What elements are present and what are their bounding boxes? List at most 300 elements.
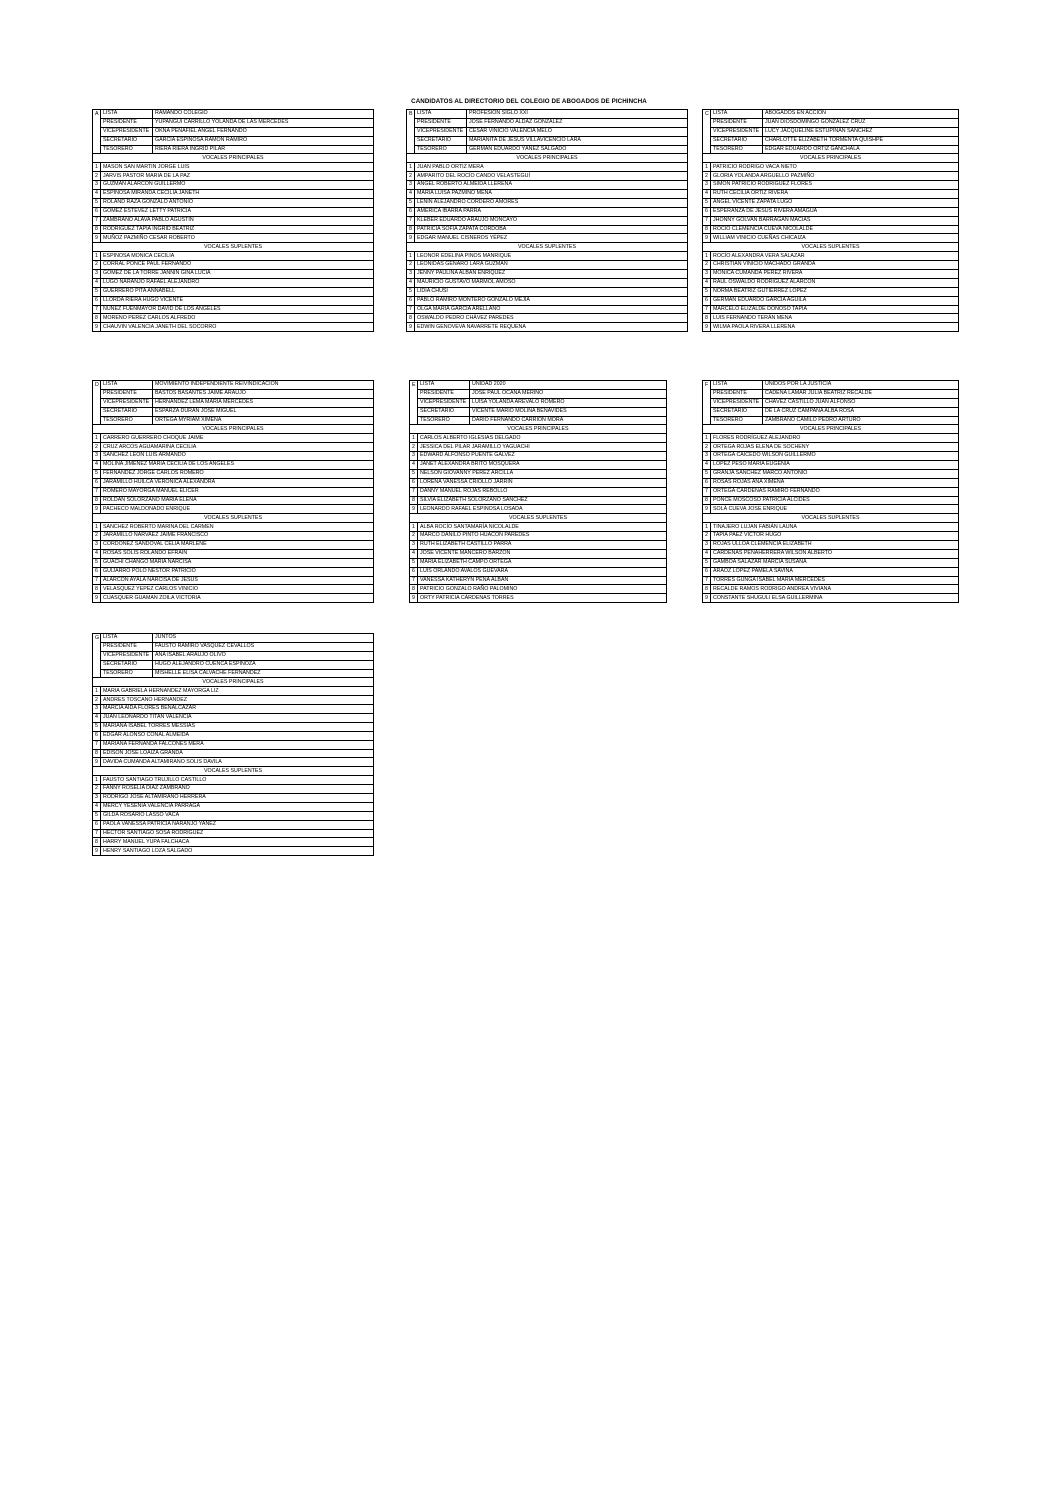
candidate-name: ROCÍO ALEXANDRA VERA SALAZAR (711, 252, 959, 261)
principales-row (703, 216, 959, 225)
row-number: 5 (703, 558, 711, 567)
candidate-name: MARCELO ELIZALDE DONOSO TAPIA (711, 305, 959, 314)
row-number: 9 (410, 505, 418, 514)
principales-row (410, 434, 667, 443)
officer-row (410, 398, 667, 407)
officer-role: TESORERO (101, 145, 153, 154)
principales-row (93, 443, 374, 452)
row-number: 5 (703, 287, 711, 296)
principales-row (703, 434, 959, 443)
suplentes-row (93, 811, 374, 820)
suplentes-row (93, 847, 374, 856)
letter-cell (410, 416, 418, 425)
principales-row (93, 758, 374, 767)
suplentes-row (410, 549, 667, 558)
candidate-name: JARAMILLO HUILCA VERONICA ALEXANDRA (101, 478, 374, 487)
officer-name: OKNA PEÑAFIEL ANGEL FERNANDO (153, 127, 374, 136)
candidate-name: NUÑEZ FUENMAYOR DAVID DE LOS ANGELES (101, 305, 374, 314)
principales-row (410, 496, 667, 505)
principales-row (407, 181, 688, 190)
row-number: 5 (703, 198, 711, 207)
candidate-list-d (92, 380, 374, 603)
officer-role: SECRETARIO (101, 407, 153, 416)
principales-row (93, 190, 374, 199)
row-number: 3 (93, 181, 101, 190)
officer-role: TESORERO (101, 669, 153, 678)
suplentes-row (410, 594, 667, 603)
row-number: 5 (93, 198, 101, 207)
row-number: 4 (703, 461, 711, 470)
suplentes-label: VOCALES SUPLENTES (703, 514, 959, 523)
candidate-name: ARAOZ LÓPEZ PAMELA SAVINA (711, 567, 959, 576)
letter-cell (703, 118, 711, 127)
candidate-name: RUTH ELIZABETH CASTILLO PARRA (418, 541, 667, 550)
row-number: 9 (410, 594, 418, 603)
candidate-name: MASON SAN MARTIN JORGE LUIS (101, 163, 374, 172)
officer-name: YUPANGUI CARRILLO YOLANDA DE LAS MERCEDES (153, 118, 374, 127)
candidate-name: ORTY PATRICIA CÁRDENAS TORRES (418, 594, 667, 603)
suplentes-row (93, 576, 374, 585)
officer-name: VICENTE MARIO MOLINA BENAVIDES (470, 407, 667, 416)
row-number: 7 (410, 576, 418, 585)
candidate-name: AMPARITO DEL ROCÍO CANDO VELASTEGUÍ (415, 172, 688, 181)
officer-row (93, 136, 374, 145)
row-number: 7 (93, 216, 101, 225)
letter-cell (93, 660, 101, 669)
candidate-name: KLÉBER EDUARDO ARAUJO MONCAYO (415, 216, 688, 225)
row-number: 1 (93, 687, 101, 696)
row-number: 6 (407, 207, 415, 216)
suplentes-row (93, 820, 374, 829)
row-number: 8 (407, 225, 415, 234)
principales-row (703, 478, 959, 487)
letter-cell (93, 127, 101, 136)
officer-row (93, 407, 374, 416)
candidate-name: NORMA BEATRIZ GUTIÉRREZ LÓPEZ (711, 287, 959, 296)
suplentes-label: VOCALES SUPLENTES (93, 514, 374, 523)
officer-row (93, 416, 374, 425)
candidate-name: VANESSA KATHERYN PEÑA ALBÁN (418, 576, 667, 585)
principales-row (407, 190, 688, 199)
candidate-name: MOLINA JIMENEZ MARIA CECILIA DE LOS ANGELES (101, 461, 374, 470)
candidate-name: ÁNGEL ROBERTO ALMEIDA LLERENA (415, 181, 688, 190)
row-number: 4 (93, 461, 101, 470)
row-number: 7 (703, 487, 711, 496)
principales-label: VOCALES PRINCIPALES (703, 425, 959, 434)
candidate-name: CONSTANTE SHUGULI ELSA GUILLERMINA (711, 594, 959, 603)
row-number: 8 (410, 585, 418, 594)
officer-row (407, 110, 688, 119)
row-number: 8 (93, 585, 101, 594)
candidate-name: CÁRDENAS PEÑAHERRERA WILSON ALBERTO (711, 549, 959, 558)
letter-cell (93, 416, 101, 425)
candidate-name: ESPERANZA DE JESÚS RIVERA AMAGUA (711, 207, 959, 216)
candidate-name: CHRISTIAN VINICIO MACHADO GRANDA (711, 261, 959, 270)
officer-row (93, 634, 374, 643)
suplentes-row (93, 802, 374, 811)
officer-row (93, 127, 374, 136)
candidate-name: RAUL OSWALDO RODRIGUEZ ALARCÓN (711, 278, 959, 287)
row-number: 6 (93, 478, 101, 487)
suplentes-row (410, 558, 667, 567)
officer-row (703, 416, 959, 425)
list-letter: F (703, 381, 711, 390)
suplentes-row (93, 558, 374, 567)
suplentes-row (93, 532, 374, 541)
row-number: 9 (93, 758, 101, 767)
candidate-name: CHAUVIN VALENCIA JANETH DEL SOCORRO (101, 323, 374, 332)
suplentes-row (407, 270, 688, 279)
officer-row (93, 110, 374, 119)
candidate-name: GUACHI CHANGO MARIA NARCISA (101, 558, 374, 567)
suplentes-row (93, 594, 374, 603)
officer-row (410, 381, 667, 390)
candidate-name: LENIN ALEJANDRO CORDERO AMORES (415, 198, 688, 207)
officer-role: SECRETARIO (101, 136, 153, 145)
candidate-list-b (406, 109, 688, 332)
candidate-name: JANET ALEXANDRA BRITO MOSQUERA (418, 461, 667, 470)
principales-row (410, 505, 667, 514)
candidate-list-g (92, 633, 374, 856)
row-number: 2 (407, 261, 415, 270)
officer-role: LISTA (101, 634, 153, 643)
row-number: 3 (703, 270, 711, 279)
principales-row (703, 469, 959, 478)
letter-cell (703, 145, 711, 154)
letter-cell (703, 416, 711, 425)
letter-cell (703, 127, 711, 136)
row-number: 1 (703, 523, 711, 532)
row-number: 7 (703, 576, 711, 585)
principales-row (93, 461, 374, 470)
officer-role: TESORERO (415, 145, 467, 154)
row-number: 9 (93, 505, 101, 514)
officer-row (93, 398, 374, 407)
candidate-name: ORTEGA ROJAS ELENA DE SOCHENY (711, 443, 959, 452)
candidate-name: ROLDAN SOLORZANO MARIA ELENA (101, 496, 374, 505)
row-number: 1 (410, 434, 418, 443)
candidate-name: MERCY YESENIA VALENCIA PARRAGA (101, 802, 374, 811)
officer-row (410, 416, 667, 425)
candidate-name: GUZMAN ALARCON GUILLERMO (101, 181, 374, 190)
officer-name: BASTOS BASANTES JAIME ARAUJO (153, 389, 374, 398)
row-number: 5 (93, 722, 101, 731)
row-number: 9 (93, 594, 101, 603)
principales-row (703, 496, 959, 505)
row-number: 6 (703, 296, 711, 305)
principales-row (410, 452, 667, 461)
row-number: 2 (410, 532, 418, 541)
officer-name: ANA ISABEL ARAUJO OLIVO (153, 651, 374, 660)
principales-row (93, 225, 374, 234)
suplentes-row (407, 323, 688, 332)
suplentes-row (410, 585, 667, 594)
letter-cell (93, 136, 101, 145)
row-number: 7 (93, 305, 101, 314)
list-letter: D (93, 381, 101, 390)
suplentes-row (407, 261, 688, 270)
officer-role: LISTA (415, 110, 467, 119)
row-number: 7 (410, 487, 418, 496)
principales-row (93, 740, 374, 749)
principales-row (410, 469, 667, 478)
candidate-name: DAVIDA CUMANDA ALTAMIRANO SOLIS DAVILA (101, 758, 374, 767)
suplentes-row (703, 270, 959, 279)
officer-row (703, 389, 959, 398)
candidate-name: HECTOR SANTIAGO SOSA RODRIGUEZ (101, 829, 374, 838)
officer-role: PRESIDENTE (711, 389, 763, 398)
candidate-name: MÓNICA CUMANDÁ PÉREZ RIVERA (711, 270, 959, 279)
candidate-name: PONCE MOSCOSO PATRICIA ALCIDES (711, 496, 959, 505)
row-number: 2 (703, 443, 711, 452)
principales-label: VOCALES PRINCIPALES (93, 154, 374, 163)
officer-row (407, 145, 688, 154)
letter-cell (93, 118, 101, 127)
officer-name: JUNTOS (153, 634, 374, 643)
officer-row (703, 127, 959, 136)
officer-role: LISTA (711, 110, 763, 119)
suplentes-row (93, 287, 374, 296)
principales-row (407, 234, 688, 243)
officer-row (407, 136, 688, 145)
candidate-name: VELASQUEZ YEPEZ CARLOS VINICIO (101, 585, 374, 594)
row-number: 7 (93, 576, 101, 585)
row-number: 9 (703, 234, 711, 243)
candidate-name: GRANJA SANCHEZ MARCO ANTONIO (711, 469, 959, 478)
letter-cell (407, 127, 415, 136)
principales-row (93, 207, 374, 216)
candidate-name: CORDONEZ SANDOVAL CELIA MARLENE (101, 541, 374, 550)
officer-role: PRESIDENTE (101, 389, 153, 398)
letter-cell (703, 389, 711, 398)
principales-row (93, 216, 374, 225)
officer-role: SECRETARIO (418, 407, 470, 416)
officer-row (703, 145, 959, 154)
officer-name: ZAMBRANO CAMILO PEDRO ARTURO (763, 416, 959, 425)
letter-cell (93, 407, 101, 416)
officer-role: TESORERO (418, 416, 470, 425)
candidate-name: GAMBOA SALAZAR MARCIA SUSANA (711, 558, 959, 567)
row-number: 7 (703, 305, 711, 314)
candidate-table (409, 380, 667, 603)
candidate-name: GUERRERO PITA ANNABELL (101, 287, 374, 296)
candidate-name: FERNANDEZ JORGE CARLOS ROMERO (101, 469, 374, 478)
row-number: 5 (410, 469, 418, 478)
candidate-table (92, 109, 374, 332)
principales-row (407, 216, 688, 225)
principales-header (93, 425, 374, 434)
candidate-name: CARRERO GUERRERO CHOQUE JAIME (101, 434, 374, 443)
officer-role: SECRETARIO (415, 136, 467, 145)
suplentes-row (703, 576, 959, 585)
candidate-name: RECALDE RAMOS RODRIGO ANDREA VIVIANA (711, 585, 959, 594)
row-number: 5 (703, 469, 711, 478)
candidate-name: EDWARD ALFONSO PUENTE GALVEZ (418, 452, 667, 461)
candidate-name: ANDRES TOSCANO HERNANDEZ (101, 696, 374, 705)
row-number: 4 (703, 549, 711, 558)
row-number: 2 (703, 172, 711, 181)
suplentes-row (703, 558, 959, 567)
letter-cell (407, 136, 415, 145)
candidate-name: EDWIN GENOVEVA NAVARRETE REQUENA (415, 323, 688, 332)
row-number: 7 (703, 216, 711, 225)
suplentes-row (93, 585, 374, 594)
letter-cell (407, 118, 415, 127)
candidate-name: LEONARDO RAFAEL ESPINOSA LOSADA (418, 505, 667, 514)
officer-name: ORTEGA MYRIAM XIMENA (153, 416, 374, 425)
row-number: 2 (93, 261, 101, 270)
officer-name: DE LA CRUZ CAMPAÑA ALBA ROSA (763, 407, 959, 416)
officer-role: VICEPRESIDENTE (415, 127, 467, 136)
list-letter: B (407, 110, 415, 119)
row-number: 2 (410, 443, 418, 452)
officer-role: VICEPRESIDENTE (418, 398, 470, 407)
candidate-name: LUGO NARANJO RAFAEL ALEJANDRO (101, 278, 374, 287)
principales-header (93, 678, 374, 687)
officer-role: LISTA (101, 381, 153, 390)
officer-name: LUCY JACQUELINE ESTUPIÑAN SÁNCHEZ (763, 127, 959, 136)
officer-role: PRESIDENTE (415, 118, 467, 127)
candidate-name: MARCIA AIDA FLORES BENALCAZAR (101, 705, 374, 714)
officer-name: CHARLOTTE ELIZABETH TORMENTA QUISHPE (763, 136, 959, 145)
candidate-name: MORENO PEREZ CARLOS ALFREDO (101, 314, 374, 323)
officer-row (93, 381, 374, 390)
candidate-name: OSWALDO PEDRO CHÁVEZ PAREDES (415, 314, 688, 323)
row-number: 4 (703, 278, 711, 287)
suplentes-header (703, 514, 959, 523)
candidate-name: LEONOR EDELINA PINOS MANRIQUE (415, 252, 688, 261)
candidate-name: JESSICA DEL PILAR JARAMILLO YAGUACHI (418, 443, 667, 452)
candidate-name: RODRIGUEZ TAPIA INGRID BEATRIZ (101, 225, 374, 234)
letter-cell (703, 398, 711, 407)
candidate-name: LUIS ORLANDO AVALOS GUEVARA (418, 567, 667, 576)
principales-row (93, 505, 374, 514)
candidate-name: LEONIDAS GENARO LARA GUZMÁN (415, 261, 688, 270)
officer-name: RAMANDO COLEGIO (153, 110, 374, 119)
principales-row (93, 722, 374, 731)
row-number: 9 (407, 323, 415, 332)
row-number: 1 (93, 434, 101, 443)
row-number: 1 (407, 163, 415, 172)
officer-role: LISTA (418, 381, 470, 390)
principales-header (703, 425, 959, 434)
candidate-name: LLORDA RIERA HUGO VICENTE (101, 296, 374, 305)
row-number: 3 (410, 452, 418, 461)
suplentes-header (93, 243, 374, 252)
row-number: 3 (93, 794, 101, 803)
row-number: 2 (703, 532, 711, 541)
principales-header (703, 154, 959, 163)
principales-row (407, 163, 688, 172)
row-number: 6 (407, 296, 415, 305)
row-number: 2 (93, 532, 101, 541)
suplentes-row (93, 296, 374, 305)
candidate-name: ESPINOSA MIRANDA CECILIA JANETH (101, 190, 374, 199)
principales-label: VOCALES PRINCIPALES (410, 425, 667, 434)
candidate-name: ROLAND RAZA GONZALO ANTONIO (101, 198, 374, 207)
row-number: 1 (703, 434, 711, 443)
officer-row (93, 651, 374, 660)
row-number: 4 (407, 190, 415, 199)
candidate-name: WILLIAM VINICIO CUEÑAS CHICAIZA (711, 234, 959, 243)
list-letter: E (410, 381, 418, 390)
candidate-table (702, 109, 959, 332)
candidate-name: JUAN PABLO ORTIZ MERA (415, 163, 688, 172)
principales-row (93, 469, 374, 478)
row-number: 6 (93, 207, 101, 216)
suplentes-label: VOCALES SUPLENTES (703, 243, 959, 252)
candidate-name: ROMERO MAYORGA MANUEL ELICER (101, 487, 374, 496)
candidate-name: TAPIA PAEZ VICTOR HUGO (711, 532, 959, 541)
candidate-table (92, 380, 374, 603)
suplentes-row (93, 323, 374, 332)
letter-cell (93, 145, 101, 154)
principales-row (407, 172, 688, 181)
candidate-list-e (409, 380, 667, 603)
officer-name: JOSE FERNANDO ALDAZ GONZALEZ (467, 118, 688, 127)
candidate-name: MARIANA ISABEL TORRES MESSIAS (101, 722, 374, 731)
principales-row (93, 731, 374, 740)
row-number: 9 (93, 847, 101, 856)
principales-row (703, 190, 959, 199)
candidate-list-a (92, 109, 374, 332)
candidate-name: NELSON GIOVANNY PEREZ ARCILLA (418, 469, 667, 478)
row-number: 2 (93, 696, 101, 705)
candidate-name: ROSAS SOLIS ROLANDO EFRAIN (101, 549, 374, 558)
row-number: 2 (407, 172, 415, 181)
principales-row (93, 496, 374, 505)
suplentes-row (410, 576, 667, 585)
officer-name: LUISA YOLANDA AREVALO ROMERO (470, 398, 667, 407)
row-number: 7 (407, 216, 415, 225)
suplentes-row (703, 549, 959, 558)
officer-name: JOSE PAUL OCAÑA MERINO (470, 389, 667, 398)
officer-row (703, 398, 959, 407)
principales-row (93, 234, 374, 243)
candidate-name: JARVIS PASTOR MARIA DE LA PAZ (101, 172, 374, 181)
row-number: 3 (93, 705, 101, 714)
officer-row (703, 136, 959, 145)
row-number: 8 (407, 314, 415, 323)
row-number: 7 (93, 740, 101, 749)
suplentes-label: VOCALES SUPLENTES (93, 243, 374, 252)
letter-cell (407, 145, 415, 154)
row-number: 4 (703, 190, 711, 199)
candidate-name: FANNY ROSELIA DIAZ ZAMBRANO (101, 785, 374, 794)
candidate-name: GLORIA YOLANDA ARGUELLO PAZMIÑO (711, 172, 959, 181)
candidate-name: LIDIA CHUSÍ (415, 287, 688, 296)
officer-role: VICEPRESIDENTE (711, 398, 763, 407)
suplentes-header (93, 514, 374, 523)
candidate-name: TINAJERO LUJAN FABIÁN LAUNA (711, 523, 959, 532)
principales-row (93, 452, 374, 461)
officer-role: TESORERO (101, 416, 153, 425)
candidate-name: ROJAS ULLOA CLEMENCIA ELIZABETH (711, 541, 959, 550)
row-number: 4 (93, 190, 101, 199)
principales-label: VOCALES PRINCIPALES (703, 154, 959, 163)
suplentes-row (703, 523, 959, 532)
row-number: 3 (410, 541, 418, 550)
suplentes-header (703, 243, 959, 252)
principales-row (703, 207, 959, 216)
principales-row (703, 163, 959, 172)
officer-name: JUAN DIOSDOMINGO GONZÁLEZ CRUZ (763, 118, 959, 127)
officer-name: MISHELLE ELISA CALVACHE FERNANDEZ (153, 669, 374, 678)
candidate-name: ALARCON AYALA NARCISA DE JESUS (101, 576, 374, 585)
candidate-name: ORTEGA CÁRDENAS RAMIRO FERNANDO (711, 487, 959, 496)
row-number: 5 (93, 469, 101, 478)
candidate-name: FAUSTO SANTIAGO TRUJILLO CASTILLO (101, 776, 374, 785)
